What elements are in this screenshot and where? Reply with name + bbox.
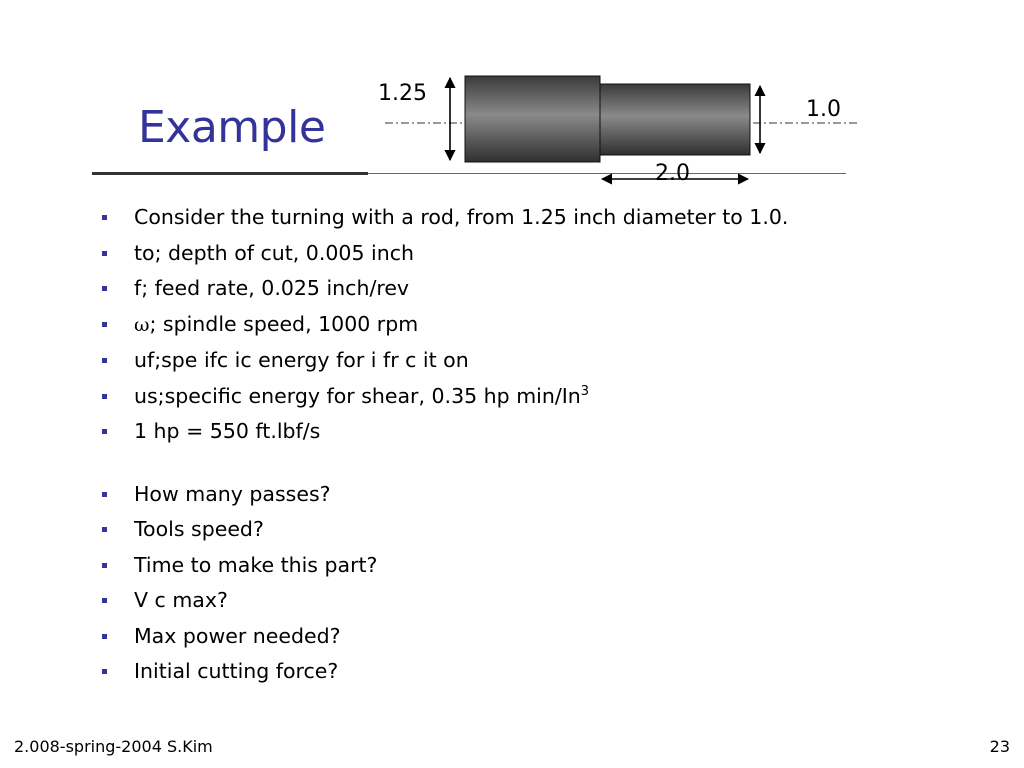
list-item: [100, 236, 788, 272]
list-spacer: [100, 450, 788, 477]
label-large-diameter: 1.25: [378, 81, 427, 106]
list-item: [100, 200, 788, 236]
list-item: [100, 619, 788, 655]
list-item: [100, 414, 788, 450]
list-item: [100, 477, 788, 513]
bullet-text: Time to make this part?: [134, 552, 378, 577]
bullet-marker: [102, 358, 107, 363]
bullet-marker: [102, 527, 107, 532]
bullet-marker: [102, 669, 107, 674]
bullet-text: 1 hp = 550 ft.lbf/s: [134, 419, 321, 443]
title-underline: [92, 172, 368, 175]
list-item: [100, 654, 788, 690]
omega-symbol: ω: [134, 313, 150, 336]
list-item: [100, 379, 788, 415]
bullet-marker: [102, 492, 107, 497]
bullet-list: [100, 200, 788, 690]
rod-small-section: [600, 84, 750, 155]
bullet-marker: [102, 634, 107, 639]
page-number: 23: [989, 737, 1010, 756]
list-item: [100, 271, 788, 307]
bullet-text: uf;spe ifc ic energy for i fr c it on: [134, 348, 469, 372]
slide-title: Example: [138, 102, 326, 153]
bullet-marker: [102, 215, 107, 220]
bullet-marker: [102, 563, 107, 568]
list-item: [100, 512, 788, 548]
rod-large-section: [465, 76, 600, 162]
list-item: [100, 343, 788, 379]
bullet-text: us;specific energy for shear, 0.35 hp min/In: [134, 383, 581, 408]
bullet-text: ; spindle speed, 1000 rpm: [149, 311, 419, 336]
bullet-marker: [102, 322, 107, 327]
label-small-diameter: 1.0: [806, 97, 841, 122]
bullet-marker: [102, 429, 107, 434]
footer-course-label: 2.008-spring-2004 S.Kim: [14, 737, 213, 756]
bullet-text: Consider the turning with a rod, from 1.25 inch diameter to 1.0.: [134, 205, 789, 229]
superscript: 3: [580, 383, 590, 399]
bullet-marker: [102, 598, 107, 603]
list-item: [100, 583, 788, 619]
bullet-text: to; depth of cut, 0.005 inch: [134, 240, 414, 265]
list-item: [100, 548, 788, 584]
bullet-text: Max power needed?: [134, 623, 341, 648]
bullet-marker: [102, 286, 107, 291]
bullet-marker: [102, 251, 107, 256]
bullet-text: Tools speed?: [134, 517, 264, 541]
list-item: [100, 307, 788, 344]
bullet-marker: [102, 394, 107, 399]
bullet-text: Initial cutting force?: [134, 659, 339, 683]
bullet-text: How many passes?: [134, 481, 331, 506]
bullet-text: V c max?: [134, 588, 228, 612]
bullet-text: f; feed rate, 0.025 inch/rev: [134, 276, 410, 300]
label-length: 2.0: [655, 161, 690, 186]
rod-diagram: [370, 68, 870, 190]
